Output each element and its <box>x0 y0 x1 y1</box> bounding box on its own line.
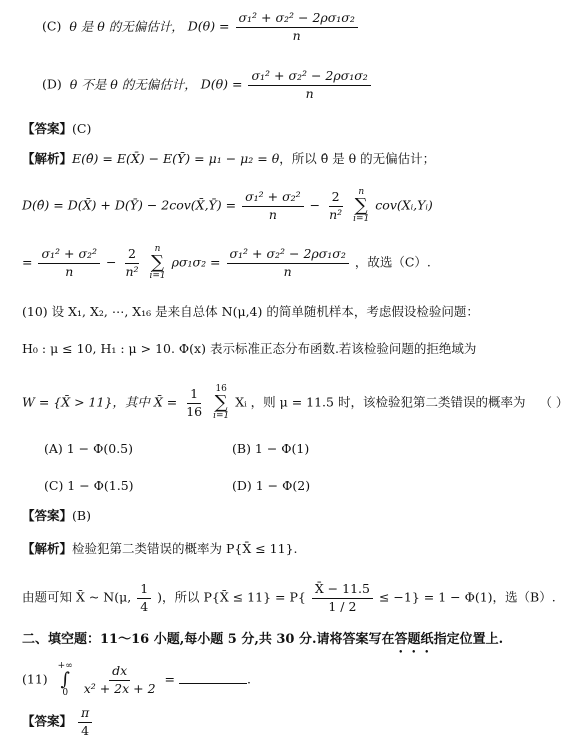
integral-upper: +∞ <box>57 661 73 671</box>
option-10-a <box>44 443 133 456</box>
variance-conclusion: ，故选（C）. <box>354 254 431 270</box>
option-10-b <box>232 443 309 456</box>
question-10-stem-end: Xᵢ ，则 μ = 11.5 时，该检验犯第二类错误的概率为 <box>235 394 526 410</box>
fraction-numerator: σ₁² + σ₂² − 2ρσ₁σ₂ <box>227 248 349 264</box>
answer-10 <box>22 510 91 523</box>
analysis-label: 【解析】 <box>22 541 73 556</box>
option-10-c <box>44 480 134 493</box>
integral <box>58 662 73 698</box>
fraction-denominator: x² + 2x + 2 <box>83 680 156 696</box>
variance-lhs: D(θ̂) = D(X̄) + D(Ȳ) − 2cov(X̄,Ȳ) = <box>22 197 237 213</box>
sigma-icon: ∑ <box>151 252 164 273</box>
question-10-line-1 <box>22 306 479 319</box>
fraction-numerator: π <box>78 707 92 723</box>
analysis-10 <box>22 543 298 556</box>
option-d-denominator: n <box>305 85 314 101</box>
answer-label: 【答案】 <box>22 121 73 136</box>
answer-label: 【答案】 <box>22 508 73 523</box>
variance-fraction-1 <box>242 191 304 221</box>
analysis-equation: E(θ̂) = E(X̄) − E(Ȳ) = μ₁ − μ₂ = θ <box>72 151 280 166</box>
fraction-denominator: 1 / 2 <box>328 598 357 614</box>
option-d <box>42 70 373 100</box>
answer-blank[interactable] <box>179 683 247 684</box>
option-c-label: (C) <box>42 18 62 34</box>
variance-fraction-2 <box>326 191 345 221</box>
mean-fraction <box>183 388 205 418</box>
variance-fraction-5 <box>227 248 349 278</box>
option-d-lhs: D(θ) = <box>200 76 243 92</box>
option-c-text: (C) 1 − Φ(1.5) <box>44 478 134 493</box>
section-title: 二、填空题：11～16 小题,每小题 5 分,共 30 分. <box>22 632 317 647</box>
sum-upper: n <box>154 244 161 254</box>
derivation-part-a: 由题可知 X̄ ~ N(μ, <box>22 589 132 605</box>
variance-line-1 <box>22 188 433 224</box>
option-c-numerator: σ₁² + σ₂² − 2ρσ₁σ₂ <box>236 12 358 28</box>
section-2-heading <box>22 632 503 656</box>
answer-11 <box>22 707 94 737</box>
answer-fraction <box>78 707 92 737</box>
derivation-part-b: )，所以 P{X̄ ≤ 11} = P{ <box>157 589 306 605</box>
minus-sign: − <box>105 254 117 270</box>
minus-sign: − <box>309 197 321 213</box>
fraction-numerator: dx <box>109 665 130 681</box>
fraction-denominator: 4 <box>81 722 90 738</box>
variance-fraction-3 <box>38 248 100 278</box>
question-10-line-2 <box>22 343 476 356</box>
analysis-label: 【解析】 <box>22 151 73 166</box>
sum-upper: n <box>358 187 365 197</box>
derivation-fraction-1 <box>137 583 151 613</box>
fraction-numerator: 1 <box>137 583 151 599</box>
fraction-numerator: σ₁² + σ₂² <box>242 191 304 207</box>
answer-value: (C) <box>72 121 92 136</box>
question-10-hypothesis: H₀ : μ ≤ 10, H₁ : μ > 10. Φ(x) 表示标准正态分布函数.若该检验问题的拒绝域为 <box>22 341 477 356</box>
analysis-tail: ，所以 θ̂ 是 θ 的无偏估计； <box>279 151 436 166</box>
fraction-numerator: 1 <box>187 388 201 404</box>
analysis-text: 检验犯第二类错误的概率为 P{X̄ ≤ 11}. <box>72 541 298 556</box>
sigma-icon: ∑ <box>354 195 368 216</box>
derivation-part-c: ≤ −1} = 1 − Φ(1)，选（B）. <box>378 589 556 605</box>
question-10-line-3 <box>22 385 568 421</box>
option-c <box>42 12 360 42</box>
fraction-denominator: n <box>268 206 277 222</box>
section-emphasis: 答题纸 <box>394 632 434 647</box>
question-10-text: (10) 设 X₁, X₂, ⋯, X₁₆ 是来自总体 N(μ,4) 的简单随机样本，考虑假设检验问题： <box>22 304 479 319</box>
answer-parentheses: （ ） <box>539 394 569 410</box>
fraction-denominator: n <box>65 263 74 279</box>
answer-9 <box>22 123 91 136</box>
sum-lower: i=1 <box>149 271 166 281</box>
section-instruction-end: 指定位置上. <box>433 632 504 647</box>
fraction-denominator: n <box>283 263 292 279</box>
fraction-denominator: 16 <box>186 403 203 419</box>
summation <box>213 385 229 421</box>
answer-label: 【答案】 <box>22 713 73 729</box>
option-10-d <box>232 480 310 493</box>
variance-mid: ρσ₁σ₂ = <box>171 254 221 270</box>
fraction-numerator: 2 <box>329 191 343 207</box>
option-d-label: (D) <box>42 76 62 92</box>
integral-lower: 0 <box>62 688 69 698</box>
option-d-text: (D) 1 − Φ(2) <box>232 478 311 493</box>
answer-value: (B) <box>72 508 91 523</box>
option-c-denominator: n <box>292 27 301 43</box>
variance-tail: cov(Xᵢ,Yᵢ) <box>375 197 433 213</box>
fraction-numerator: 2 <box>125 248 139 264</box>
fraction-numerator: X̄ − 11.5 <box>312 583 373 599</box>
fraction-denominator: n² <box>125 263 139 279</box>
option-d-text: θ 不是 θ 的无偏估计， <box>69 76 197 92</box>
integral-icon: ∫ <box>60 669 70 690</box>
option-d-numerator: σ₁² + σ₂² − 2ρσ₁σ₂ <box>248 70 370 86</box>
fraction-numerator: σ₁² + σ₂² <box>38 248 100 264</box>
equals-sign: = <box>164 671 176 687</box>
equals-sign: = <box>22 254 33 270</box>
question-11: (11) +∞ ∫ 0 $\frac{dx}{\text{x² + 2x + 2}}$ = . <box>22 661 251 698</box>
analysis-9 <box>22 153 435 166</box>
fraction-denominator: 4 <box>140 598 149 614</box>
summation <box>150 245 166 281</box>
sigma-icon: ∑ <box>214 392 228 413</box>
option-b-text: (B) 1 − Φ(1) <box>232 441 310 456</box>
option-d-fraction <box>248 70 370 100</box>
variance-fraction-4 <box>122 248 141 278</box>
sum-lower: i=1 <box>213 411 230 421</box>
option-c-lhs: D(θ) = <box>187 18 230 34</box>
integrand <box>81 665 159 695</box>
fraction-denominator: n² <box>329 206 343 222</box>
rejection-region: W = {X̄ > 11}，其中 X̄ = <box>22 394 178 410</box>
sum-lower: i=1 <box>353 214 370 224</box>
option-c-text: θ 是 θ 的无偏估计， <box>69 18 184 34</box>
derivation-fraction-2 <box>312 583 373 613</box>
option-a-text: (A) 1 − Φ(0.5) <box>44 441 134 456</box>
option-c-fraction <box>236 12 358 42</box>
question-number: (11) <box>22 671 48 687</box>
summation <box>353 188 369 224</box>
section-instruction: 请将答案写在 <box>316 632 395 647</box>
derivation-line <box>22 583 556 613</box>
variance-line-2 <box>22 245 431 281</box>
sum-upper: 16 <box>215 384 227 394</box>
